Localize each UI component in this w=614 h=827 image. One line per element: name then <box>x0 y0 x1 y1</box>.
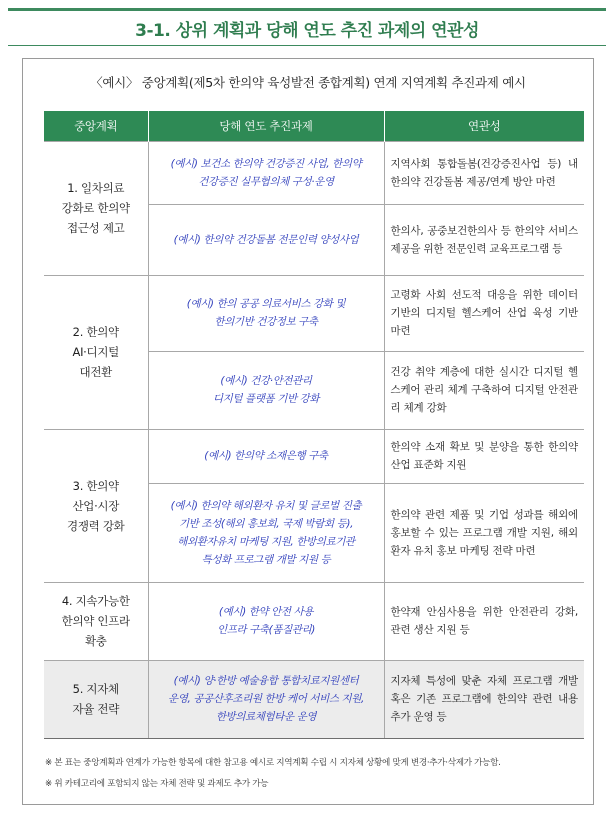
category-cell <box>44 429 148 582</box>
category-line: 산업·시장 <box>72 498 120 513</box>
task-line: 한방의료체험타운 운영 <box>215 711 317 723</box>
header-current-task: 당해 연도 추진과제 <box>148 111 384 141</box>
table-row <box>44 429 584 483</box>
task-line: 특성화 프로그램 개발 지원 등 <box>201 553 331 566</box>
table-row <box>44 275 584 351</box>
relevance-cell: 한약재 안심사용을 위한 안전관리 강화, 관련 생산 지원 등 <box>384 582 584 660</box>
category-line: 강화로 한의약 <box>61 201 130 215</box>
task-line: 해외환자유치 마케팅 지원, 한방의료기관 <box>177 535 355 548</box>
task-line: 운영, 공공산후조리원 한방 케어 서비스 지원, <box>168 693 364 705</box>
task-line: 인프라 구축(품질관리) <box>216 624 316 636</box>
relevance-cell: 지역사회 통합돌봄(건강증진사업 등) 내 한의약 건강돌봄 제공/연계 방안 마련 <box>384 141 584 204</box>
example-panel <box>22 58 594 805</box>
category-line: AI·디지털 <box>72 345 119 359</box>
header-row <box>44 111 584 141</box>
footnotes <box>45 756 585 798</box>
category-line: 1. 일차의료 <box>67 181 125 195</box>
linkage-table <box>44 111 584 739</box>
task-line: (예시) 한의약 소재은행 구축 <box>204 450 328 462</box>
task-cell <box>148 483 384 582</box>
relevance-cell: 지자체 특성에 맞춘 자체 프로그램 개발 혹은 기존 프로그램에 한의약 관련 내용 추가 운영 등 <box>384 660 584 738</box>
table-row <box>44 660 584 738</box>
task-cell <box>148 275 384 351</box>
category-line: 대전환 <box>79 365 112 379</box>
task-line: 디지털 플랫폼 기반 강화 <box>212 393 320 405</box>
task-line: 한의기반 건강정보 구축 <box>214 316 318 328</box>
category-line: 확충 <box>84 634 107 648</box>
relevance-cell: 한의사, 공중보건한의사 등 한의약 서비스 제공을 위한 전문인력 교육프로그램 등 <box>384 204 584 275</box>
section-title-bar <box>8 8 606 46</box>
task-line: (예시) 양·한방 예술융합 통합치료지원센터 <box>173 675 359 687</box>
category-line: 접근성 제고 <box>67 221 125 235</box>
category-line: 4. 지속가능한 <box>61 594 130 608</box>
relevance-cell: 한의약 관련 제품 및 기업 성과를 해외에 홍보할 수 있는 프로그램 개발 지원, 해외환자 유치 홍보 마케팅 전략 마련 <box>384 483 584 582</box>
relevance-cell: 건강 취약 계층에 대한 실시간 디지털 헬스케어 관리 체계 구축하여 디지털 안전관리 체계 강화 <box>384 351 584 429</box>
task-line: (예시) 한약 안전 사용 <box>218 606 314 618</box>
task-line: 기반 조성(해외 홍보회, 국제 박람회 등), <box>178 517 354 530</box>
task-line: (예시) 보건소 한의약 건강증진 사업, 한의약 <box>170 157 362 170</box>
category-line: 자율 전략 <box>72 702 120 716</box>
relevance-cell: 한의약 소재 확보 및 분양을 통한 한의약산업 표준화 지원 <box>384 429 584 483</box>
category-cell <box>44 275 148 429</box>
task-cell <box>148 660 384 738</box>
table-row <box>44 141 584 204</box>
category-cell <box>44 660 148 738</box>
header-central-plan: 중앙계획 <box>44 111 148 141</box>
task-cell <box>148 429 384 483</box>
category-line: 한의약 인프라 <box>61 614 130 628</box>
task-cell <box>148 204 384 275</box>
category-line: 5. 지자체 <box>72 682 119 696</box>
task-line: (예시) 건강·안전관리 <box>220 375 312 387</box>
footnote: ※ 본 표는 중앙계획과 연계가 가능한 항목에 대한 참고용 예시로 지역계획 수립 시 지자체 상황에 맞게 변경·추가·삭제가 가능함. <box>45 758 501 768</box>
header-relevance: 연관성 <box>384 111 584 141</box>
task-cell <box>148 351 384 429</box>
task-cell <box>148 582 384 660</box>
relevance-cell: 고령화 사회 선도적 대응을 위한 데이터 기반의 디지털 헬스케어 산업 육성 기반 마련 <box>384 275 584 351</box>
task-line: (예시) 한의 공공 의료서비스 강화 및 <box>186 298 346 310</box>
category-cell <box>44 582 148 660</box>
task-line: (예시) 한의약 건강돌봄 전문인력 양성사업 <box>173 233 359 246</box>
task-line: (예시) 한의약 해외환자 유치 및 글로벌 진출 <box>170 499 362 512</box>
table-row <box>44 582 584 660</box>
footnote: ※ 위 카테고리에 포함되지 않는 자체 전략 및 과제도 추가 가능 <box>45 779 269 789</box>
category-line: 경쟁력 강화 <box>67 518 125 533</box>
category-line: 2. 한의약 <box>72 325 119 339</box>
task-cell <box>148 141 384 204</box>
task-line: 건강증진 실무협의체 구성·운영 <box>198 175 334 188</box>
category-cell <box>44 141 148 275</box>
section-title: 3-1. 상위 계획과 당해 연도 추진 과제의 연관성 <box>135 20 479 41</box>
category-line: 3. 한의약 <box>72 478 119 493</box>
table-caption: 〈예시〉 중앙계획(제5차 한의약 육성발전 종합계획) 연계 지역계획 추진과제 예시 <box>90 75 526 90</box>
